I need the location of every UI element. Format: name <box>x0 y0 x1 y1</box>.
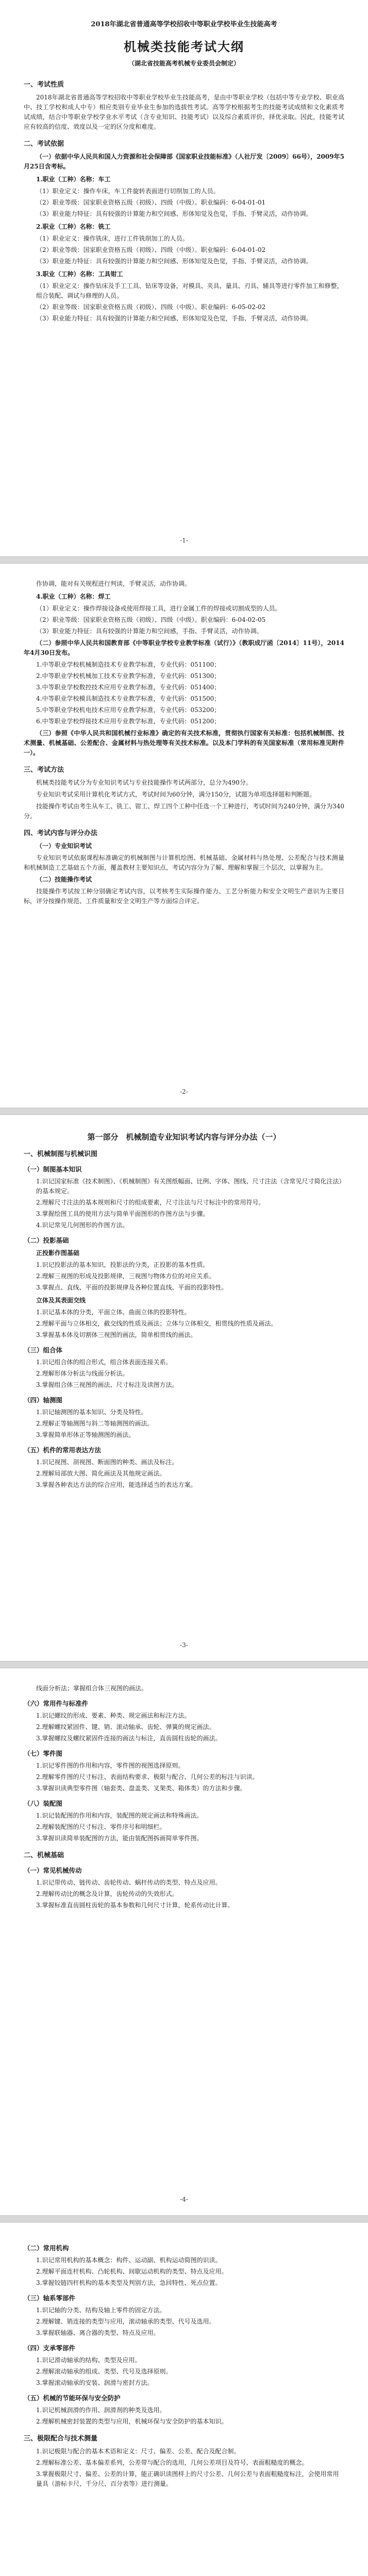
page-4 <box>0 1668 368 2213</box>
item-list <box>24 1358 344 1390</box>
list-item: 2.理解正等轴测图与斜二等轴测图的画法。 <box>36 1420 154 1427</box>
list-item: 2.理解三视图的形成及投影规律，三视图与物体方位的对应关系。 <box>36 1273 215 1280</box>
page-5 <box>0 2223 368 2576</box>
item-list <box>24 2306 344 2338</box>
section-heading: 二、机械基础 <box>24 1852 64 1859</box>
subsection-heading: （五）机械的节能环保与安全防护 <box>24 2394 121 2402</box>
paragraph: 作协调，能对有关规程进行判读，手臂灵活，动作协调。 <box>36 580 191 587</box>
list-item: 3.掌握点、直线、平面的投影规律及各种位置直线、平面的投影特性。 <box>36 1284 228 1291</box>
list-item: 6.中等职业学校焊接技术应用专业教学标准，专业代码：051200； <box>36 718 221 725</box>
page-number: -4- <box>180 2196 188 2203</box>
section-heading-4: 四、考试内容与评分办法 <box>24 829 98 837</box>
list-item: 1.识记带传动、链传动、齿轮传动、蜗杆传动的类型、特点及应用。 <box>36 1879 222 1886</box>
subsection-heading: （六）常用件与标准件 <box>24 1700 89 1707</box>
page-number: -3- <box>180 1641 188 1649</box>
list-item: 4.中等职业学校模具制造技术专业教学标准，专业代码：051500； <box>36 695 221 702</box>
list-item: 1.识记装配图的作用和内容，装配图的规定画法和特殊画法。 <box>36 1812 203 1819</box>
page-divider <box>0 1108 368 1115</box>
list-item: （1）职业定义：操作焊接设备或使用焊接工具，进行金属工件的焊接或切割成型的人员。 <box>36 605 281 612</box>
item-list <box>24 2355 344 2388</box>
list-item: 2.理解传动比的概念及计算，齿轮传动的失效形式。 <box>36 1890 178 1897</box>
list-item: （3）职业能力特征：具有较强的计算能力和空间感、形体知觉及色觉，手指、手臂灵活，动作协调。 <box>36 258 312 265</box>
page-number: -2- <box>180 1088 188 1095</box>
list-item: 1.识记国家标准《技术制图》、《机械制图》有关图纸幅面、比例、字体、图线、尺寸注法（含常见尺寸简化注法）的基本规定。 <box>36 1178 342 1195</box>
subsection-heading: （五）机件的常用表达方法 <box>24 1446 102 1454</box>
list-item: 3.掌握识读典型零件图（轴套类、盘盖类、叉架类、箱体类）的方法和步骤。 <box>36 1785 246 1792</box>
part-title: 第一部分 机械制造专业知识考试内容与评分办法（一） <box>87 1132 281 1142</box>
item-list <box>24 1177 344 1230</box>
list-item: 1.识记螺纹的形成、要素、种类、规定画法和标注方法。 <box>36 1712 191 1719</box>
list-item: 1.识记投影法的基本知识，投影法的分类，正投影的基本性质。 <box>36 1261 209 1268</box>
list-item: 1.识记轴测图的基本知识、分类及特性。 <box>36 1409 147 1416</box>
list-item: 3.掌握联轴器、离合器的类型、特点及应用。 <box>36 2329 160 2336</box>
list-item: 3.掌握螺纹及螺纹紧固件连接的画法与标注，直齿圆柱齿轮的画法。 <box>36 1735 222 1742</box>
list-item: 1.识记常用机构的基本概念：构件、运动副、机构运动简图的识读。 <box>36 2257 222 2264</box>
list-item: （1）职业定义：操作车床，车工件旋转表面进行切削加工的人员。 <box>36 188 220 195</box>
list-item: 3.掌握各种表达方法的综合应用，能选择适当的表达方案。 <box>36 1481 197 1488</box>
list-item: 2.理解装配图的尺寸标注、零件序号和明细栏。 <box>36 1823 166 1831</box>
subsection-heading: （七）零件图 <box>24 1750 63 1757</box>
list-item: 3.掌握基本体及切割体三视图的画法，简单相贯线的画法。 <box>36 1331 197 1338</box>
subsection-heading: （八）装配图 <box>24 1800 63 1807</box>
paragraph: （二）技能操作考试 <box>36 876 92 883</box>
list-item: 1.识记极限与配合的基本术语和定义：尺寸、偏差、公差、配合及配合制。 <box>36 2448 240 2455</box>
list-item: （3）职业能力特征：具有较强的计算能力和空间感、形体知觉及色觉，手指、手臂灵活，动作协调。 <box>36 315 312 322</box>
list-item: （3）职业能力特征：具有较强的计算能力和空间感，手指、手臂灵活，动作协调。 <box>36 628 263 635</box>
list-item: 2.理解平面连杆机构、凸轮机构、间歇运动机构的类型、特点及应用。 <box>36 2268 228 2275</box>
list-item: （1）职业定义：操作铣床，进行工件铣削加工的人员。 <box>36 235 189 242</box>
list-item: 1.识记组合体的组合形式，组合体表面连接关系。 <box>36 1359 172 1366</box>
document-title: 机械类技能考试大纲 <box>124 39 244 54</box>
item-list <box>24 1811 344 1843</box>
topic-title: 立体及其表面交线 <box>36 1297 86 1304</box>
paragraph: 技能操作考试按工种分别确定考试内容，以考核考生实际操作能力、工艺分析能力和安全文明生产意识为主要目标，评分按操作规范、工件质量和安全文明生产等方面综合评定。 <box>24 888 344 905</box>
list-item: 3.掌握识读简单装配图的方法，能由装配图拆画简单零件图。 <box>36 1835 203 1842</box>
section-heading-3: 三、考试方法 <box>24 766 64 774</box>
list-item: （2）职业等级：国家职业资格五级（初级）、四级（中级）。职业编码：6-05-02-02 <box>36 303 266 311</box>
list-item: 2.理解机械密封装置的类型与应用，机械环保与安全防护的基本知识。 <box>36 2418 228 2425</box>
subsection-heading: （二）常用机构 <box>24 2244 69 2252</box>
list-item: 5.中等职业学校机电技术应用专业教学标准，专业代码：053200； <box>36 706 221 714</box>
list-item: 1.中等职业学校机械制造技术专业教学标准，专业代码：051100； <box>36 661 221 668</box>
paragraph: 专业知识考试依据课程标准确定的机械制图与计算机绘图、机械基础、金属材料与热处理、公差配合与技术测量和机械制造工艺基础五个方面，覆盖教材主要知识点，考试内容分为了解、理解和掌握三个层次，以掌握为主。 <box>24 854 344 871</box>
paragraph: 2018年湖北省普通高等学校招收中等职业学校毕业生技能高考，是由中等职业学校（包括中等专业学校、职业高中、技工学校和成人中专）相应类别专业毕业生参加的选拔性考试。高等学校根据考生的技能考试成绩和文化素质考试成绩，结合中等职业学校学业水平考试（含专业知识、技能考试）以及综合素质评价，择优录取。因此，技能考试应有较高的信度、效度以及一定的区分度和难度。 <box>24 94 344 130</box>
section-heading-2: 二、考试依据 <box>24 140 64 148</box>
item-list <box>24 234 344 266</box>
subsection-title: 2.职业（工种）名称：铣工 <box>36 223 111 230</box>
subsection-title: 3.职业（工种）名称：工具钳工 <box>36 270 123 278</box>
list-item: 2.理解键、销连接的类型与应用，滚动轴承的类型、代号及选用。 <box>36 2318 215 2325</box>
item-list <box>24 187 344 219</box>
list-item: 1.识记零件图的作用和内容，零件图的视图选择原则。 <box>36 1762 185 1769</box>
list-item: 3.掌握滚动轴承的安装、润滑与密封方法。 <box>36 2379 154 2386</box>
list-item: 3.掌握简单形体正等轴测图的画法。 <box>36 1431 135 1438</box>
item-list <box>24 2256 344 2288</box>
list-item: （1）职业定义：操作钻床及手工工具、钻床等设备，对模具、夹具、量具、刃具、辅具等进行零件加工和修整，组合装配、调试与修理的人员。 <box>36 282 343 299</box>
subsection-heading: （一）制图基本知识 <box>24 1165 82 1173</box>
subsection-heading: （四）支承零部件 <box>24 2344 76 2352</box>
page-1 <box>0 0 368 555</box>
subsection-title: 1.职业（工种）名称：车工 <box>36 176 111 183</box>
item-list <box>24 1878 344 1910</box>
page-divider <box>0 556 368 564</box>
list-item: （2）职业等级：国家职业资格五级（初级）、四级（中级）。职业编码：6-04-01-01 <box>36 199 266 206</box>
list-item: 2.理解滚动轴承的组成、类型、代号及选择原则。 <box>36 2368 172 2375</box>
list-item: 2.理解标准公差、基本偏差系列，公差带与配合的选用，几何公差项目及符号、表面粗糙度的概念。 <box>36 2459 308 2466</box>
list-item: 1.识记视图、剖视图、断面图的种类、画法及标注。 <box>36 1459 178 1466</box>
item-list <box>24 1711 344 1743</box>
paragraph: 线面分析法；掌握组合体三视图的画法。 <box>36 1685 148 1692</box>
list-item: 3.掌握极限尺寸、偏差、公差的计算，能正确识读图样上的尺寸公差、几何公差与表面粗糙度标注，会使用常用量具（游标卡尺、千分尺、百分表等）进行测量。 <box>36 2470 339 2487</box>
page-divider <box>0 2215 368 2223</box>
subsection-title: 4.职业（工种）名称：焊工 <box>36 593 111 600</box>
list-item: 2.理解平面与立体相交，截交线的性质及画法；立体与立体相交，相贯线的性质及画法。 <box>36 1320 277 1327</box>
item-list <box>24 1761 344 1793</box>
list-item: 3.掌握组合体三视图的画法、尺寸标注及读图方法。 <box>36 1381 178 1388</box>
list-item: 1.识记滑动轴承的结构、类型及应用。 <box>36 2357 141 2364</box>
list-item: 3.掌握铰链四杆机构的基本类型及判别方法，急回特性、死点位置。 <box>36 2279 222 2286</box>
list-item: 3.掌握标准直齿圆柱齿轮的基本参数和几何尺寸计算，轮系传动比计算。 <box>36 1902 234 1909</box>
topic-title: 正投影作图基础 <box>36 1249 80 1257</box>
subsection-heading: （三）组合体 <box>24 1346 63 1354</box>
item-list <box>24 604 344 636</box>
list-item: 2.理解局部放大图、简化画法及其他规定画法。 <box>36 1470 166 1477</box>
section-heading: 一、机械制图与机械识图 <box>24 1150 98 1158</box>
list-item: 3.掌握绘图工具的使用方法与简单平面图形的作图方法与步骤。 <box>36 1210 209 1217</box>
subsection-heading: （三）轴系零部件 <box>24 2294 76 2302</box>
item-list <box>24 1408 344 1440</box>
list-item: 1.识记机械润滑的作用、润滑剂的种类及选用。 <box>36 2406 166 2414</box>
item-list <box>24 281 344 324</box>
paragraph: （三）参照《中华人民共和国机械行业标准》确定的有关技术标准，贯彻执行国家有关标准：包括机械制图、技术测量、机械基础、公差配合、金属材料与热处理等有关技术标准。以及本门学科的有关国家标准（常用标准见附件一）。 <box>24 730 344 756</box>
paragraph: 技能操作考试由考生从车工、铣工、钳工、焊工四个工种中任选一个工种进行，考试时间为240分钟，满分为340分。 <box>24 803 344 820</box>
list-item: 2.中等职业学校机械加工技术专业教学标准，专业代码：051300； <box>36 672 221 680</box>
page-3 <box>0 1115 368 1660</box>
subsection-heading: （四）轴测图 <box>24 1396 63 1404</box>
list-item: 1.识记基本体的分类，平面立体、曲面立体的投影特性。 <box>36 1309 191 1316</box>
item-list <box>24 660 344 726</box>
item-list <box>24 1458 344 1490</box>
section-heading: 三、极限配合与技术测量 <box>24 2435 98 2443</box>
section-heading-1: 一、考试性质 <box>24 81 64 89</box>
list-item: （2）职业等级：国家职业资格五级（初级）、四级（中级）。职业编码：6-04-01-02 <box>36 246 266 253</box>
page-divider <box>0 1661 368 1668</box>
paragraph: （一）依据中华人民共和国人力资源和社会保障部《国家职业技能标准》（人社厅发〔2009〕66号），2009年5月25日含考标。 <box>24 153 344 170</box>
page-number: -1- <box>180 537 188 544</box>
list-item: 2.理解尺寸注法的基本规则和尺寸的组成要素，尺寸注法与尺寸标注中的常用符号。 <box>36 1199 265 1206</box>
subsection-heading: （一）常见机械传动 <box>24 1867 82 1874</box>
paragraph: 机械类技能考试分为专业知识考试与专业技能操作考试两部分，总分为490分。 <box>36 779 252 786</box>
item-list <box>24 1260 344 1293</box>
list-item: 2.理解螺纹紧固件、键、销、滚动轴承、齿轮、弹簧的规定画法。 <box>36 1723 215 1731</box>
list-item: 4.识记常见几何图形的作图方法。 <box>36 1222 129 1229</box>
paragraph: （二）参照中华人民共和国教育部《中等职业学校专业教学标准（试行）》（教职成厅函〔2014〕11号），2014年4月30日发布。 <box>24 639 344 656</box>
header-line: 2018年湖北省普通高等学校招收中等职业学校毕业生技能高考 <box>91 21 277 28</box>
list-item: 2.理解形体分析法与线面分析法。 <box>36 1370 129 1377</box>
page-2 <box>0 564 368 1107</box>
subsection-heading: （二）投影基础 <box>24 1236 69 1244</box>
document-subtitle: （湖北省技能高考机械专业委员会制定） <box>128 60 240 67</box>
paragraph: 专业知识考试采用计算机化考试方式，考试时间为60分钟，满分150分，试题为单项选择题和判断题。 <box>36 791 316 798</box>
item-list <box>24 2405 344 2427</box>
item-list <box>24 2447 344 2489</box>
list-item: 2.理解零件图的尺寸标注、表面结构要求、极限与配合、几何公差的标注与识读。 <box>36 1773 259 1781</box>
paragraph: （一）专业知识考试 <box>36 842 92 850</box>
item-list <box>24 1308 344 1340</box>
list-item: （2）职业等级：国家职业资格五级（初级）、四级（中级）。职业编码：6-04-02-05 <box>36 616 266 623</box>
list-item: （3）职业能力特征：具有较强的计算能力和空间感、形体知觉及色觉，手指、手臂灵活，动作协调。 <box>36 210 312 217</box>
list-item: 3.中等职业学校数控技术应用专业教学标准，专业代码：051400； <box>36 684 221 691</box>
list-item: 1.识记轴的分类、结构及轴上零件的固定方法。 <box>36 2307 166 2314</box>
